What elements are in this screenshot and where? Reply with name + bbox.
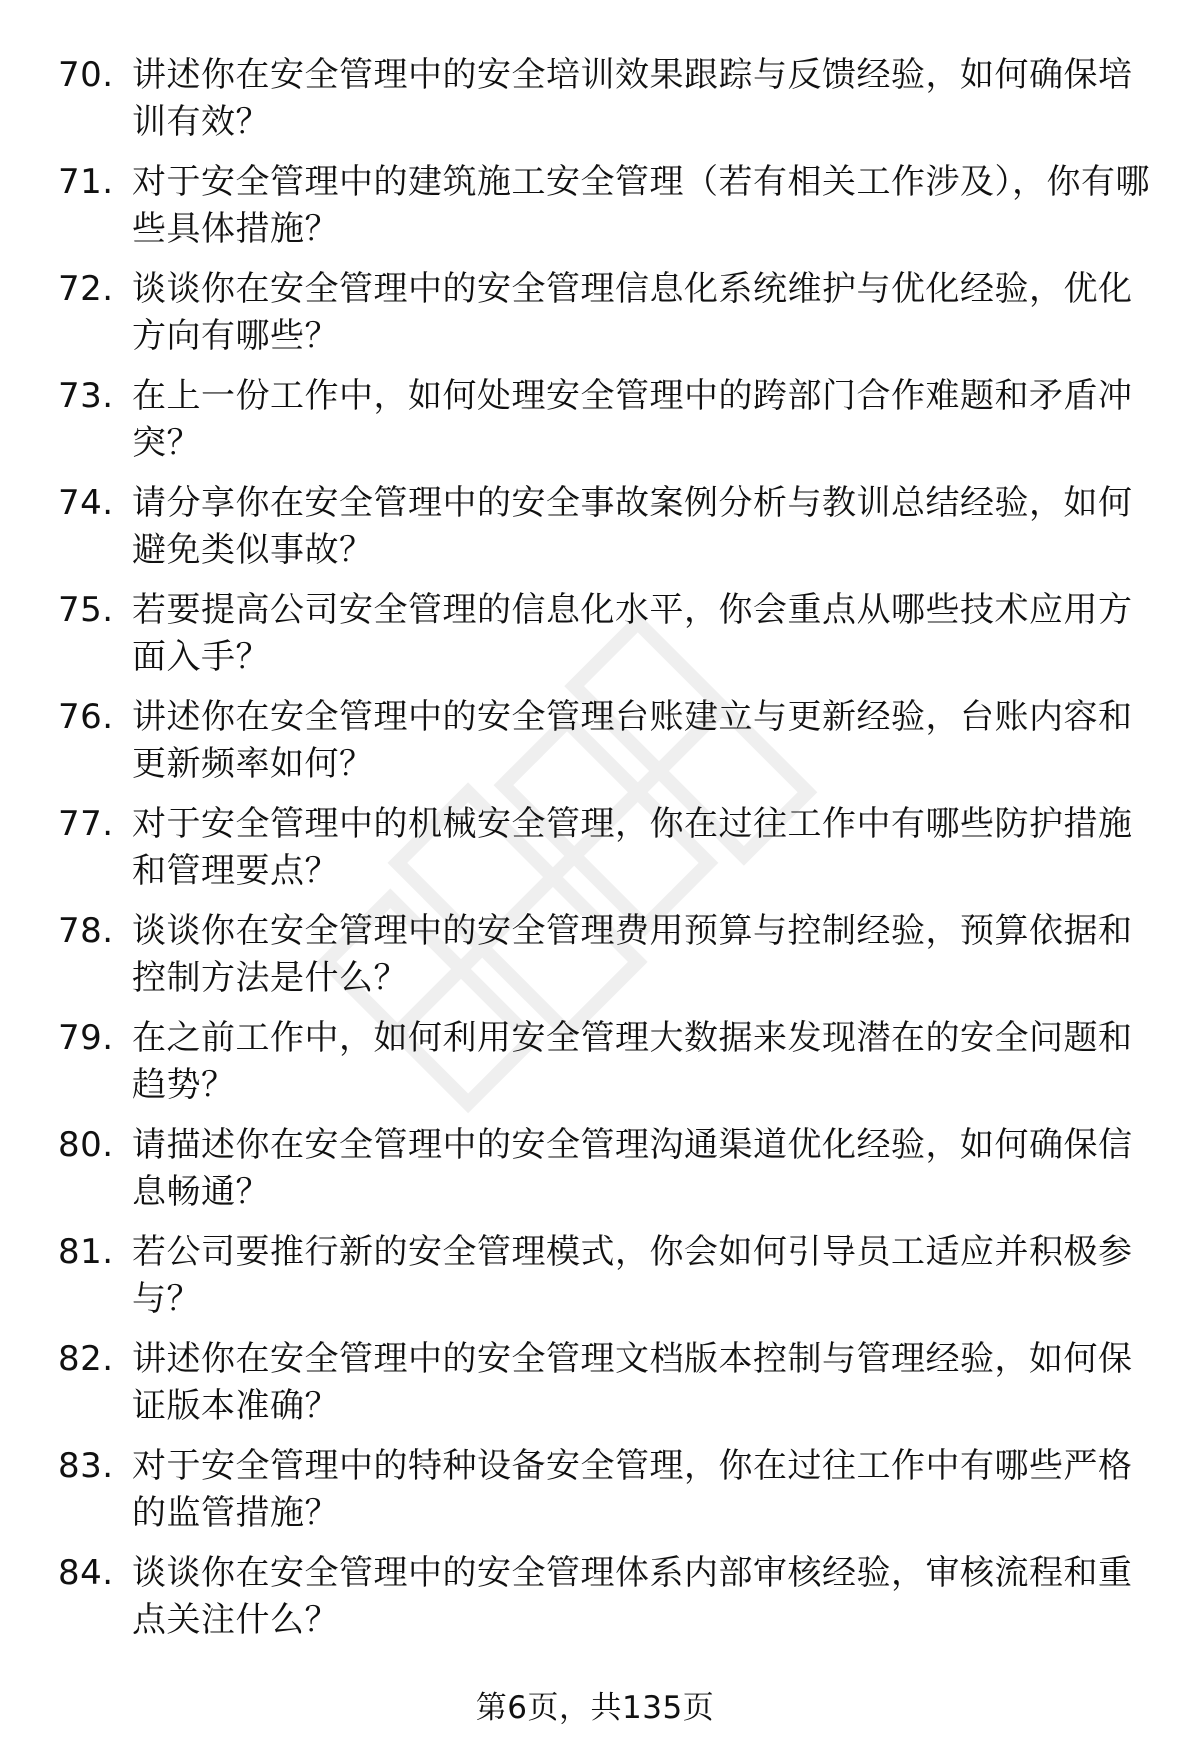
question-text: 对于安全管理中的建筑施工安全管理（若有相关工作涉及），你有哪些具体措施？	[132, 162, 1150, 249]
question-item	[58, 52, 1158, 159]
question-text: 讲述你在安全管理中的安全管理台账建立与更新经验，台账内容和更新频率如何？	[132, 697, 1133, 784]
question-number: 78.	[58, 911, 114, 951]
question-number: 77.	[58, 804, 114, 844]
question-item	[58, 801, 1158, 908]
question-item	[58, 159, 1158, 266]
question-text: 若公司要推行新的安全管理模式，你会如何引导员工适应并积极参与？	[132, 1232, 1133, 1319]
question-item	[58, 587, 1158, 694]
question-number: 79.	[58, 1018, 114, 1058]
question-text: 讲述你在安全管理中的安全培训效果跟踪与反馈经验，如何确保培训有效？	[132, 55, 1133, 142]
question-number: 72.	[58, 269, 114, 309]
question-number: 83.	[58, 1446, 114, 1486]
question-number: 76.	[58, 697, 114, 737]
page-footer: 第6页，共135页	[475, 1690, 715, 1726]
question-text: 请描述你在安全管理中的安全管理沟通渠道优化经验，如何确保信息畅通？	[132, 1125, 1133, 1212]
question-item	[58, 373, 1158, 480]
question-item	[58, 1229, 1158, 1336]
question-number: 75.	[58, 590, 114, 630]
question-text: 谈谈你在安全管理中的安全管理费用预算与控制经验，预算依据和控制方法是什么？	[132, 911, 1133, 998]
question-item	[58, 266, 1158, 373]
question-text: 对于安全管理中的特种设备安全管理，你在过往工作中有哪些严格的监管措施？	[132, 1446, 1133, 1533]
question-number: 73.	[58, 376, 114, 416]
question-number: 84.	[58, 1553, 114, 1593]
question-text: 在上一份工作中，如何处理安全管理中的跨部门合作难题和矛盾冲突？	[132, 376, 1133, 463]
question-item	[58, 908, 1158, 1015]
question-number: 71.	[58, 162, 114, 202]
question-text: 若要提高公司安全管理的信息化水平，你会重点从哪些技术应用方面入手？	[132, 590, 1133, 677]
question-item	[58, 1122, 1158, 1229]
question-text: 对于安全管理中的机械安全管理，你在过往工作中有哪些防护措施和管理要点？	[132, 804, 1133, 891]
question-text: 请分享你在安全管理中的安全事故案例分析与教训总结经验，如何避免类似事故？	[132, 483, 1133, 570]
question-text: 谈谈你在安全管理中的安全管理体系内部审核经验，审核流程和重点关注什么？	[132, 1553, 1133, 1640]
question-number: 82.	[58, 1339, 114, 1379]
question-number: 80.	[58, 1125, 114, 1165]
question-item	[58, 1015, 1158, 1122]
question-item	[58, 480, 1158, 587]
question-text: 在之前工作中，如何利用安全管理大数据来发现潜在的安全问题和趋势？	[132, 1018, 1133, 1105]
question-text: 讲述你在安全管理中的安全管理文档版本控制与管理经验，如何保证版本准确？	[132, 1339, 1133, 1426]
question-number: 70.	[58, 55, 114, 95]
question-text: 谈谈你在安全管理中的安全管理信息化系统维护与优化经验，优化方向有哪些？	[132, 269, 1133, 356]
question-item	[58, 1336, 1158, 1443]
question-list	[58, 52, 1158, 1657]
question-number: 81.	[58, 1232, 114, 1272]
question-item	[58, 694, 1158, 801]
question-number: 74.	[58, 483, 114, 523]
question-item	[58, 1443, 1158, 1550]
question-item	[58, 1550, 1158, 1657]
